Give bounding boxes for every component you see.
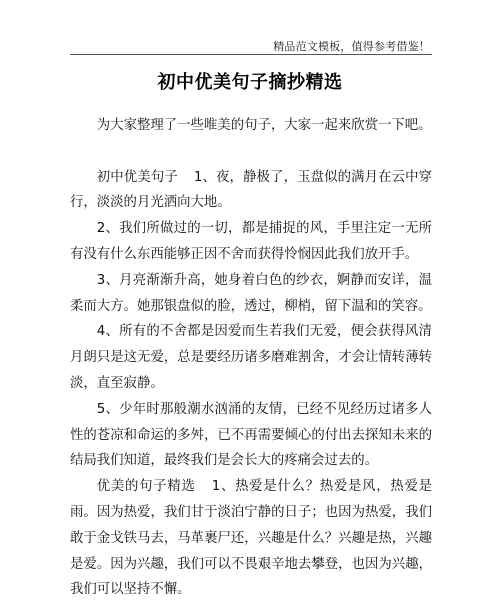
header-note: 精品范文模板，值得参考借鉴！ [273,40,430,53]
section-1-item-4: 4、所有的不舍都是因爱而生若我们无爱，便会获得风清月朗只是这无爱，总是要经历诸多磨难割舍，才会让情转薄转淡，直至寂静。 [70,324,432,391]
item-text: 1、夜，静极了，玉盘似的满月在云中穿行，淡淡的月光洒向大地。 [70,169,432,211]
section-1-item-3: 3、月亮渐渐升高，她身着白色的纱衣，婀静而安详，温柔而大方。她那银盘似的脸，透过，柳梢，留下温和的笑容。 [70,272,432,314]
section-1-item-2: 2、我们所做过的一切，都是捕捉的风，手里注定一无所有没有什么东西能够正因不舍而获得怜悯因此我们放开手。 [70,221,432,262]
section-2-item-1 [70,474,432,603]
section-1-item-1 [70,165,432,217]
section-label: 初中优美句子 [96,169,178,185]
page-title: 初中优美句子摘抄精选 [157,72,343,93]
section-1-item-5: 5、少年时那般潮水汹涌的友情，已经不见经历过诸多人性的苍凉和命运的多舛，已不再需要倾心的付出去探知未来的结局我们知道，最终我们是会长大的疼痛会过去的。 [70,401,432,469]
intro-paragraph: 为大家整理了一些唯美的句子，大家一起来欣赏一下吧。 [96,118,432,133]
header-divider [70,54,432,55]
document-body [70,113,432,603]
item-text: 1、热爱是什么？热爱是风，热爱是雨。因为热爱，我们甘于淡泊宁静的日子；也因为热爱，我们敢于金戈铁马去，马革裹尸还，兴趣是什么？兴趣是热，兴趣是爱。因为兴趣，我们可以不畏艰辛地去攀登，也因为兴趣，我们可以坚持不懈。 [70,479,432,598]
section-label: 优美的句子精选 [96,479,196,495]
